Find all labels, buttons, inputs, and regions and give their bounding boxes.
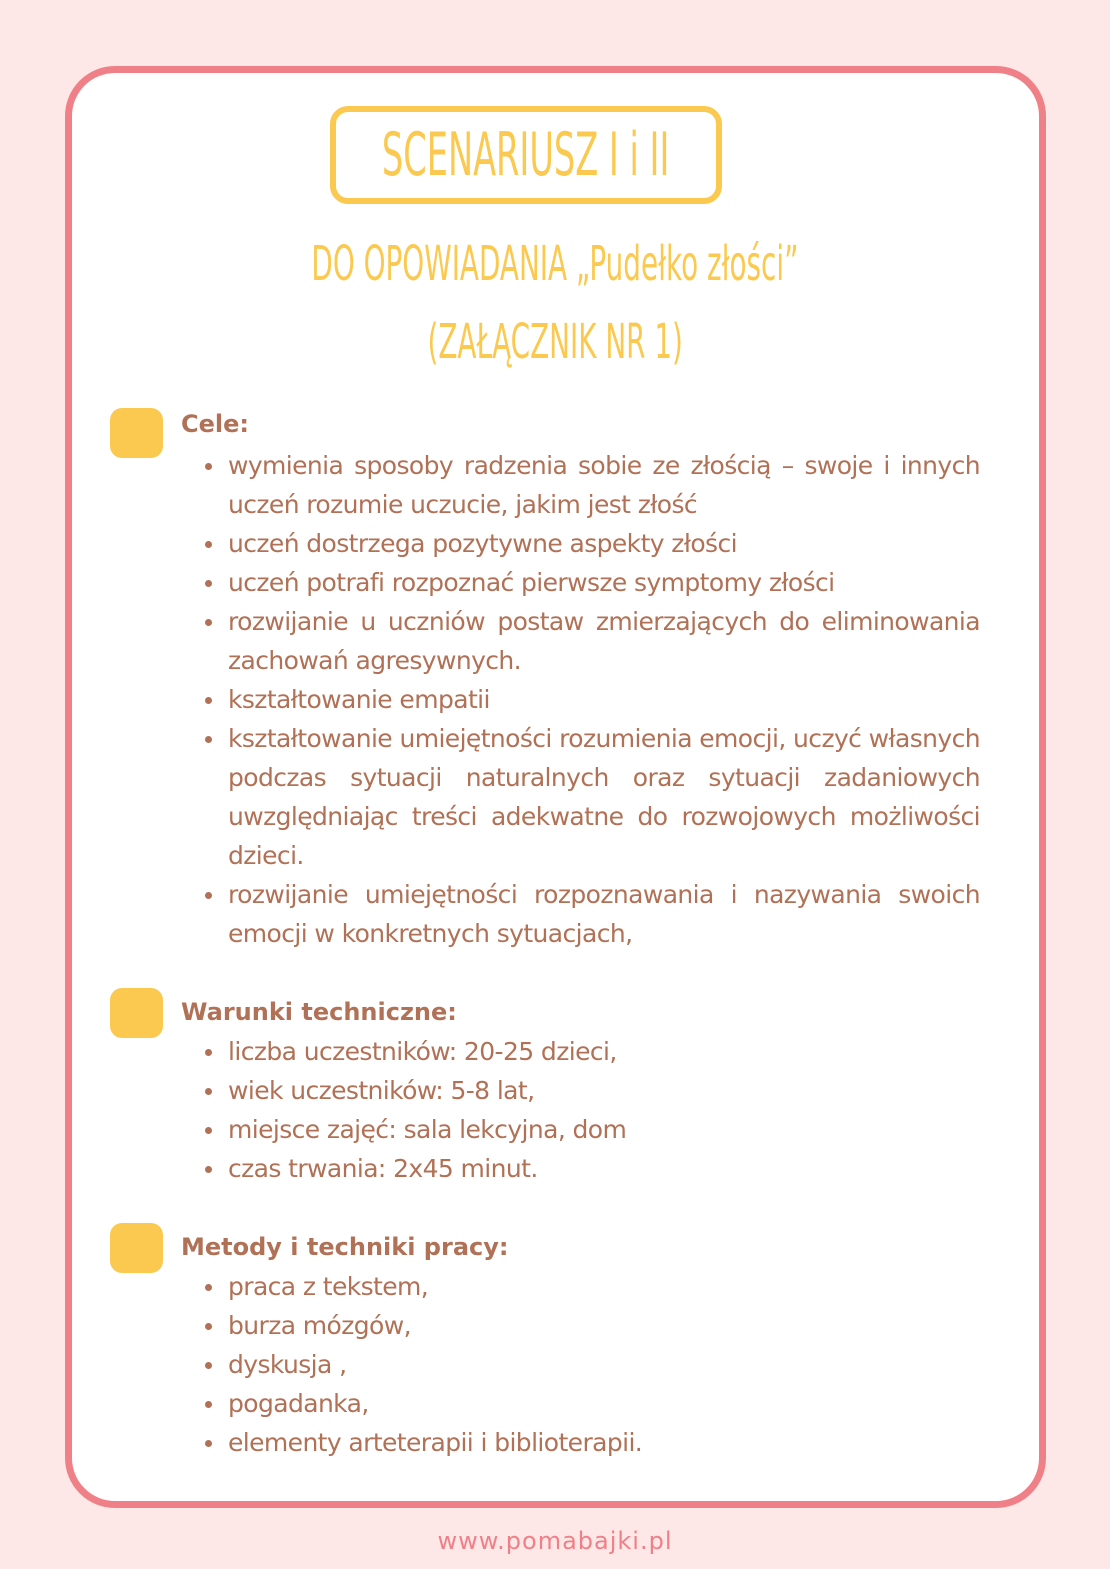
list-item: dyskusja ,	[206, 1345, 980, 1384]
list-item: burza mózgów,	[206, 1306, 980, 1345]
section-list	[206, 1267, 980, 1462]
list-item: uczeń dostrzega pozytywne aspekty złości	[206, 524, 980, 563]
list-item: miejsce zajęć: sala lekcyjna, dom	[206, 1110, 980, 1149]
list-item: liczba uczestników: 20-25 dzieci,	[206, 1032, 980, 1071]
list-item: czas trwania: 2x45 minut.	[206, 1149, 980, 1188]
section-marker-icon	[110, 1223, 163, 1273]
list-item: wymienia sposoby radzenia sobie ze złością – swoje i innych uczeń rozumie uczucie, jakim jest złość	[206, 446, 980, 524]
subtitle-text-2: (ZAŁĄCZNIK NR 1)	[427, 314, 683, 370]
list-item: kształtowanie umiejętności rozumienia emocji, uczyć własnych podczas sytuacji naturalnych oraz sytuacji zadaniowych uwzględniając treści adekwatne do rozwojowych możliwości dzieci.	[206, 719, 980, 875]
subtitle-line-2	[0, 314, 1110, 370]
list-item: rozwijanie umiejętności rozpoznawania i nazywania swoich emocji w konkretnych sytuacjach,	[206, 875, 980, 953]
list-item: pogadanka,	[206, 1384, 980, 1423]
page-title: SCENARIUSZ I i II	[382, 120, 670, 190]
list-item: rozwijanie u uczniów postaw zmierzających do eliminowania zachowań agresywnych.	[206, 602, 980, 680]
list-item: praca z tekstem,	[206, 1267, 980, 1306]
section-marker-icon	[110, 988, 163, 1038]
list-item: uczeń potrafi rozpoznać pierwsze symptomy złości	[206, 563, 980, 602]
title-box	[330, 106, 722, 204]
section-heading: Metody i techniki pracy:	[181, 1233, 509, 1261]
subtitle-line-1	[0, 236, 1110, 292]
section-list	[206, 1032, 980, 1188]
section-list	[206, 446, 980, 953]
list-item: kształtowanie empatii	[206, 680, 980, 719]
section-heading: Cele:	[181, 410, 249, 438]
footer-url[interactable]: www.pomabajki.pl	[437, 1527, 673, 1555]
section-marker-icon	[110, 408, 163, 458]
subtitle-text-1: DO OPOWIADANIA „Pudełko złości”	[311, 236, 799, 292]
list-item: wiek uczestników: 5-8 lat,	[206, 1071, 980, 1110]
section-heading: Warunki techniczne:	[181, 998, 457, 1026]
list-item: elementy arteterapii i biblioterapii.	[206, 1423, 980, 1462]
